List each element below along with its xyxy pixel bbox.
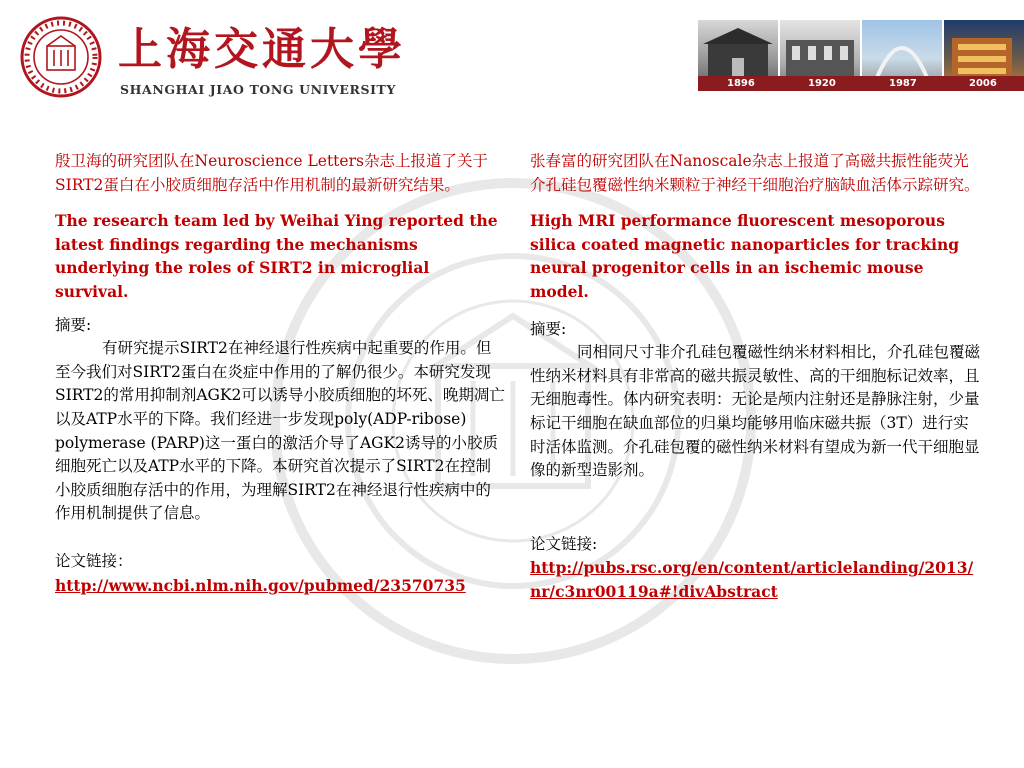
right-abstract-label: 摘要: [530, 319, 567, 338]
left-paper-link[interactable]: http://www.ncbi.nlm.nih.gov/pubmed/23570735 [55, 575, 466, 595]
year-label-1896: 1896 [727, 78, 755, 89]
left-article-title-cn: 殷卫海的研究团队在Neuroscience Letters杂志上报道了关于SIRT2蛋白在小胶质细胞存活中作用机制的最新研究结果。 [55, 152, 488, 194]
right-article-title-en: High MRI performance fluorescent mesoporous silica coated magnetic nanoparticles for tracking neural progenitor cells in an ischemic mouse model. [530, 211, 960, 301]
year-label-1920: 1920 [808, 78, 836, 89]
left-abstract-label: 摘要: [55, 315, 92, 334]
right-article-column [530, 150, 980, 604]
header [0, 0, 1024, 108]
right-article-title-cn: 张春富的研究团队在Nanoscale杂志上报道了高磁共振性能荧光介孔硅包覆磁性纳米颗粒于神经干细胞治疗脑缺血活体示踪研究。 [530, 152, 980, 194]
left-article-column [55, 150, 505, 597]
year-label-1987: 1987 [889, 78, 917, 89]
university-name-chinese: 上海交通大學 [118, 24, 406, 75]
university-name-english: SHANGHAI JIAO TONG UNIVERSITY [120, 82, 396, 97]
left-article-title-en: The research team led by Weihai Ying reported the latest findings regarding the mechanisms underlying the roles of SIRT2 in microglial survival. [55, 211, 498, 301]
right-link-label: 论文链接: [530, 534, 598, 553]
left-link-label: 论文链接： [55, 551, 133, 570]
university-seal-logo [20, 16, 102, 98]
right-abstract-text: 同相同尺寸非介孔硅包覆磁性纳米材料相比，介孔硅包覆磁性纳米材料具有非常高的磁共振灵敏性、高的干细胞标记效率，且无细胞毒性。体内研究表明：无论是颅内注射还是静脉注射，少量标记干细胞在缺血部位的归巢均能够用临床磁共振（3T）进行实时活体监测。介孔硅包覆的磁性纳米材料有望成为新一代干细胞显像的新型造影剂。 [530, 343, 981, 480]
year-timeline-bar [698, 76, 1024, 91]
left-abstract-text: 有研究提示SIRT2在神经退行性疾病中起重要的作用。但至今我们对SIRT2蛋白在炎症中作用的了解仍很少。本研究发现SIRT2的常用抑制剂AGK2可以诱导小胶质细胞的坏死、晚期凋亡以及ATP水平的下降。我们经进一步发现poly(ADP-ribose) polymerase (PARP)这一蛋白的激活介导了AGK2诱导的小胶质细胞死亡以及ATP水平的下降。本研究首次提示了SIRT2在控制小胶质细胞存活中的作用，为理解SIRT2在神经退行性疾病中的作用机制提供了信息。 [55, 339, 505, 523]
right-paper-link[interactable]: http://pubs.rsc.org/en/content/articlelanding/2013/nr/c3nr00119a#!divAbstract [530, 558, 974, 601]
year-label-2006: 2006 [969, 78, 997, 89]
